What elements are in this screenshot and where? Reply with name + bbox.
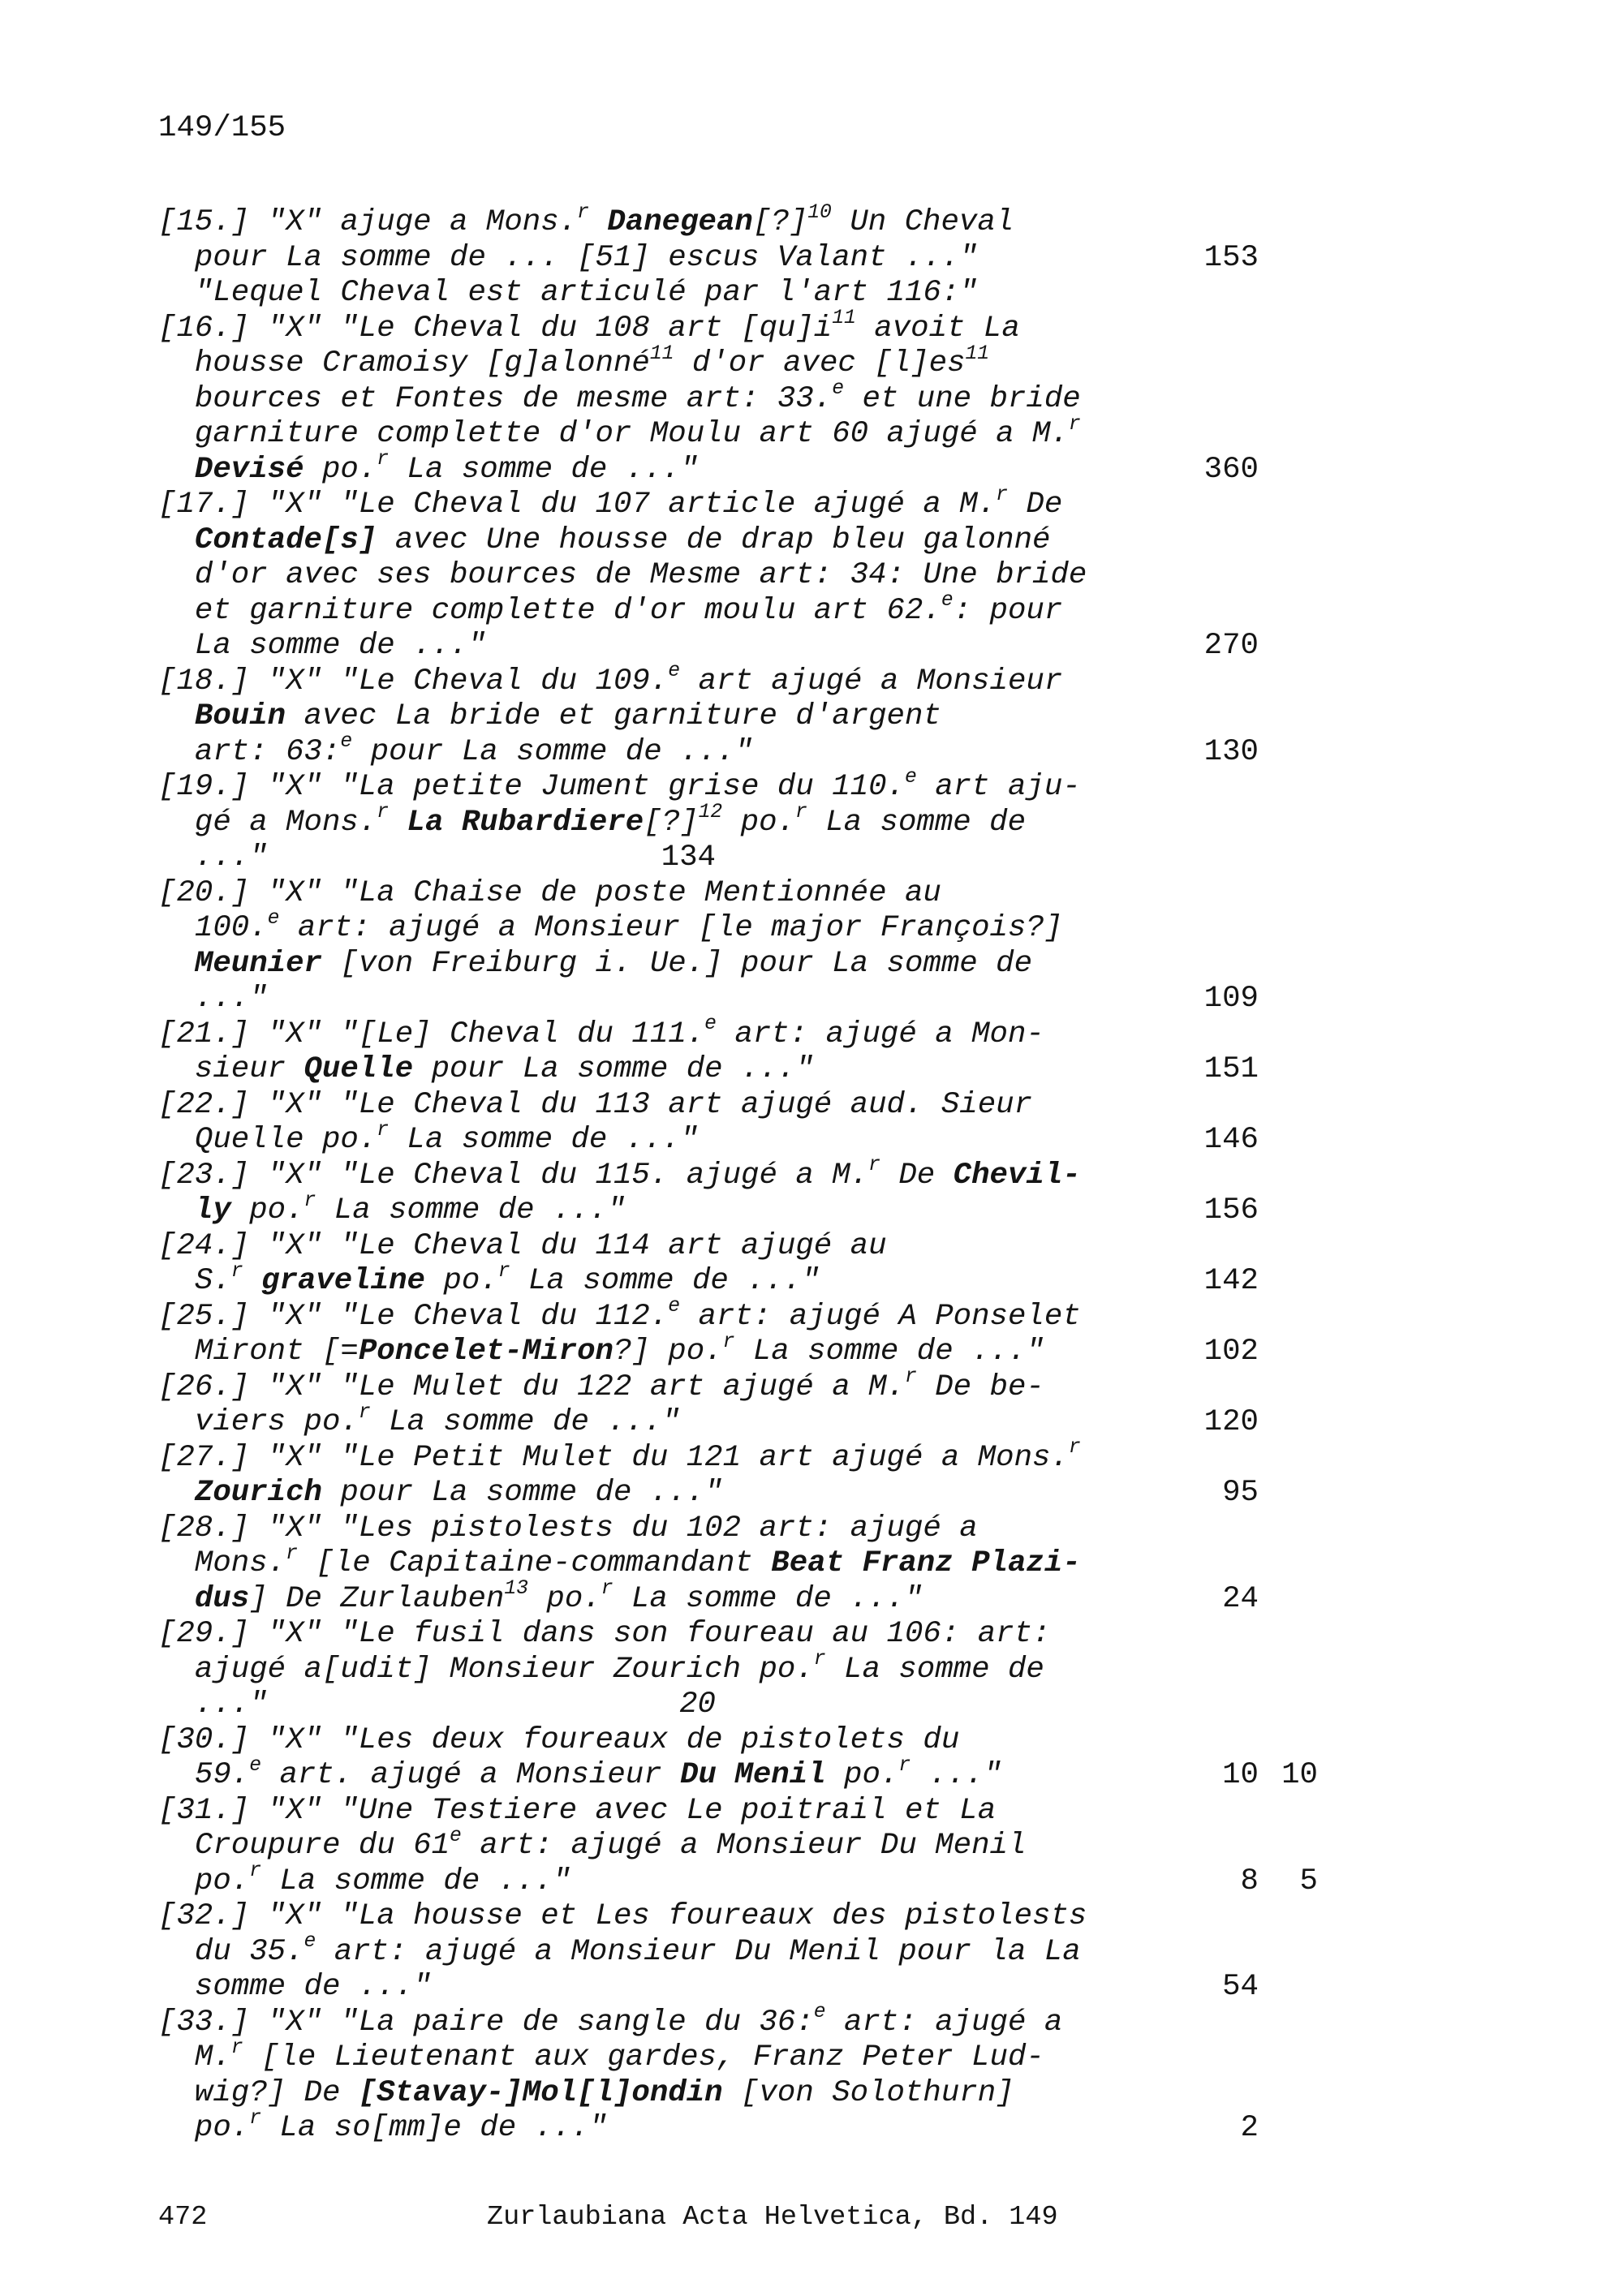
text-run (589, 205, 607, 239)
entry-continuation-line (158, 2076, 1318, 2112)
entry-continuation-line (158, 629, 1318, 664)
superscript: e (832, 377, 845, 401)
text-run: d'or avec ses bources de Mesme art: 34: Une bride (194, 558, 1087, 592)
text-run: art: ajugé a Mon- (716, 1017, 1044, 1051)
page-footer (0, 2199, 1623, 2235)
superscript: e (450, 1824, 462, 1847)
entry-continuation-line (158, 1577, 1318, 1618)
bold-name: Du Menil (680, 1758, 826, 1792)
auction-entry (158, 1723, 1318, 1794)
entry-continuation-line (158, 412, 1318, 453)
superscript: r (722, 1330, 735, 1353)
text-run: po. (825, 1758, 899, 1792)
superscript: e (813, 2001, 826, 2024)
entry-continuation-line (158, 523, 1318, 559)
superscript: r (1068, 1436, 1081, 1460)
text-run: [von Freiburg i. Ue.] pour La somme de (321, 946, 1033, 981)
entry-continuation-line (158, 982, 1318, 1017)
text-run: ..." (194, 1688, 268, 1722)
bold-name: Contade[s] (194, 522, 377, 557)
price-amount: 270 (1203, 629, 1259, 663)
bold-name: dus (194, 1581, 250, 1616)
entry-first-line (158, 1436, 1318, 1477)
price-amount: 130 (1203, 734, 1259, 769)
superscript: r (497, 1259, 510, 1283)
superscript: r (794, 801, 807, 824)
text-run: art: ajugé a Monsieur Du Menil pour la La (316, 1934, 1081, 1969)
price-amount-inline: 134 (661, 841, 716, 875)
text-run: La somme de ..." (370, 1405, 681, 1439)
entry-continuation-line (158, 276, 1318, 312)
text-run: pour La somme de ..." (352, 734, 753, 769)
entry-continuation-line (158, 1648, 1318, 1688)
text-run: [20.] "X" "La Chaise de poste Mentionnée au (158, 875, 941, 910)
auction-entry (158, 1013, 1318, 1088)
text-run: [25.] "X" "Le Cheval du 112. (158, 1299, 669, 1334)
price-amount: 2 (1240, 2111, 1259, 2145)
auction-entry (158, 1154, 1318, 1229)
entry-continuation-line (158, 1189, 1318, 1229)
entry-continuation-line (158, 1753, 1318, 1794)
text-run: art: ajugé a Monsieur Du Menil (461, 1829, 1027, 1863)
text-run: gé a Mons. (194, 805, 377, 840)
text-run: po. (722, 805, 795, 840)
superscript: r (249, 1860, 262, 1883)
superscript: r (230, 2036, 243, 2059)
entry-continuation-line (158, 1400, 1318, 1441)
auction-entry (158, 200, 1318, 312)
entry-continuation-line (158, 1052, 1318, 1088)
text-run: La somme de ..." (389, 1123, 699, 1157)
text-run: [22.] "X" "Le Cheval du 113 art ajugé aud. Sieur (158, 1087, 1033, 1122)
bold-name: Bouin (194, 699, 286, 733)
text-run: ?] po. (613, 1335, 723, 1369)
text-run: La somme de ..." (194, 629, 486, 663)
text-run: Un Cheval (831, 205, 1014, 239)
bold-name: Beat Franz Plazi- (771, 1546, 1081, 1580)
text-run: La somme de (807, 805, 1027, 840)
entry-first-line (158, 876, 1318, 912)
text-run: [15.] "X" ajuge a Mons. (158, 205, 578, 239)
entry-continuation-line (158, 377, 1318, 418)
text-run: [28.] "X" "Les pistolests du 102 art: ajugé a (158, 1511, 978, 1546)
price-amount-secondary: 5 (1299, 1864, 1318, 1898)
entry-first-line (158, 483, 1318, 523)
text-run: art: 63: (194, 734, 341, 769)
bold-name: Poncelet-Miron (358, 1335, 613, 1369)
entry-continuation-line (158, 1476, 1318, 1511)
text-run: [?] (644, 805, 699, 840)
text-run: La somme de ..." (389, 452, 699, 487)
text-run: pour La somme de ..." (321, 1476, 723, 1510)
superscript: r (813, 1648, 826, 1671)
price-amount: 102 (1203, 1335, 1259, 1369)
superscript: 11 (649, 342, 674, 365)
entry-first-line (158, 1154, 1318, 1194)
superscript: e (668, 1295, 681, 1318)
superscript: 12 (698, 801, 723, 824)
superscript: e (304, 1930, 316, 1954)
text-run: [31.] "X" "Une Testiere avec Le poitrail et La (158, 1793, 997, 1828)
price-amount: 54 (1222, 1970, 1259, 2004)
text-run: [19.] "X" "La petite Jument grise du 110. (158, 770, 905, 804)
text-run: La somme de ..." (261, 1864, 571, 1898)
text-run: wig?] De (194, 2075, 359, 2110)
text-run: art. ajugé a Monsieur (261, 1758, 681, 1792)
superscript: r (249, 2106, 262, 2130)
text-run: avec Une housse de drap bleu galonné (377, 522, 1051, 557)
superscript: 13 (504, 1577, 528, 1601)
text-run: [von Solothurn] (722, 2075, 1014, 2110)
superscript: 11 (965, 342, 990, 365)
text-run: et une bride (844, 381, 1081, 416)
text-run: : pour (953, 593, 1063, 628)
price-amount: 8 (1240, 1864, 1259, 1898)
price-amount: 24 (1222, 1581, 1259, 1616)
text-run: [21.] "X" "[Le] Cheval du 111. (158, 1017, 705, 1051)
entry-first-line (158, 1723, 1318, 1759)
text-run: [30.] "X" "Les deux foureaux de pistolets du (158, 1722, 960, 1757)
price-amount-inline: 20 (679, 1688, 716, 1722)
entry-first-line (158, 1794, 1318, 1829)
entry-first-line (158, 2001, 1318, 2041)
entry-continuation-line (158, 2036, 1318, 2076)
superscript: r (996, 483, 1008, 506)
page-number: 472 (158, 2202, 208, 2233)
text-run: La somme de ..." (613, 1581, 923, 1616)
text-run: pour La somme de ... [51] escus Valant ..." (194, 240, 978, 275)
text-run: po. (527, 1581, 601, 1616)
text-run: Quelle po. (194, 1123, 377, 1157)
entry-first-line (158, 1013, 1318, 1053)
text-run: somme de ..." (194, 1970, 432, 2004)
text-run: [18.] "X" "Le Cheval du 109. (158, 664, 669, 699)
entry-continuation-line (158, 801, 1318, 841)
entry-continuation-line (158, 1824, 1318, 1864)
text-run: [16.] "X" "Le Cheval du 108 art [qu]i (158, 311, 833, 346)
entry-first-line (158, 1295, 1318, 1335)
entry-continuation-line (158, 947, 1318, 982)
entry-continuation-line (158, 1970, 1318, 2006)
superscript: e (249, 1753, 262, 1777)
text-run: art: ajugé a (825, 2005, 1063, 2040)
auction-entry (158, 1229, 1318, 1300)
superscript: r (601, 1577, 613, 1601)
text-run: d'or avec [l]es (674, 346, 966, 381)
text-run: po. (424, 1264, 498, 1298)
bold-name: Chevil- (953, 1158, 1081, 1193)
text-run: viers po. (194, 1405, 359, 1439)
text-run: [29.] "X" "Le fusil dans son foureau au 106: art: (158, 1617, 1051, 1651)
superscript: r (1068, 412, 1081, 436)
price-amount: 360 (1203, 452, 1259, 487)
superscript: e (668, 660, 681, 683)
text-run: avec La bride et garniture d'argent (286, 699, 941, 733)
bold-name: Devisé (194, 452, 304, 487)
text-run: [17.] "X" "Le Cheval du 107 article ajugé a M. (158, 488, 997, 522)
bold-name: Meunier (194, 946, 322, 981)
superscript: r (304, 1189, 316, 1212)
entry-continuation-line (158, 730, 1318, 771)
entry-continuation-line (158, 699, 1318, 735)
superscript: r (377, 801, 390, 824)
entry-continuation-line (158, 1860, 1318, 1900)
text-run: [24.] "X" "Le Cheval du 114 art ajugé au (158, 1228, 887, 1263)
superscript: 11 (832, 307, 856, 330)
superscript: e (267, 906, 280, 930)
entry-continuation-line (158, 1930, 1318, 1971)
entry-first-line (158, 1229, 1318, 1265)
text-run: ..." (194, 841, 268, 875)
superscript: r (577, 200, 589, 224)
superscript: r (358, 1400, 371, 1424)
superscript: e (704, 1013, 717, 1036)
price-amount: 10 (1222, 1758, 1259, 1792)
text-run (243, 1264, 261, 1298)
text-run: [?] (752, 205, 808, 239)
text-run: [le Lieutenant aux gardes, Franz Peter Lud- (243, 2040, 1044, 2075)
price-amount: 156 (1203, 1193, 1259, 1228)
price-amount: 142 (1203, 1264, 1259, 1298)
text-run: bources et Fontes de mesme art: 33. (194, 381, 833, 416)
auction-entry (158, 1436, 1318, 1511)
text-run: Miront [= (194, 1335, 359, 1369)
entry-first-line (158, 765, 1318, 806)
journal-title: Zurlaubiana Acta Helvetica, Bd. 149 (487, 2202, 1058, 2233)
superscript: r (898, 1753, 911, 1777)
price-amount: 153 (1203, 240, 1259, 275)
bold-name: La Rubardiere (407, 805, 644, 840)
text-run: La somme de ..." (510, 1264, 820, 1298)
entry-continuation-line (158, 2106, 1318, 2147)
superscript: 10 (807, 200, 832, 224)
price-amount-secondary: 10 (1281, 1758, 1318, 1792)
entry-first-line (158, 1899, 1318, 1935)
auction-entry (158, 1295, 1318, 1370)
entry-continuation-line (158, 241, 1318, 277)
text-run: art: ajugé a Monsieur [le major François?] (279, 911, 1063, 945)
price-amount: 120 (1203, 1405, 1259, 1439)
auction-entry (158, 1899, 1318, 2006)
text-run: art ajugé a Monsieur (680, 664, 1063, 699)
price-amount: 151 (1203, 1052, 1259, 1086)
bold-name: Danegean (607, 205, 753, 239)
text-run: [33.] "X" "La paire de sangle du 36: (158, 2005, 814, 2040)
text-run: De (1007, 488, 1063, 522)
superscript: r (230, 1259, 243, 1283)
text-run: po. (230, 1193, 304, 1228)
entry-continuation-line (158, 906, 1318, 947)
text-run: La somme de ..." (734, 1335, 1044, 1369)
text-run: 59. (194, 1758, 250, 1792)
bold-name: Quelle (304, 1052, 414, 1086)
price-amount: 109 (1203, 982, 1259, 1016)
auction-entry (158, 2001, 1318, 2147)
auction-entry (158, 307, 1318, 488)
text-run: po. (304, 452, 377, 487)
text-run: [23.] "X" "Le Cheval du 115. ajugé a M. (158, 1158, 869, 1193)
auction-entries-list (158, 200, 1318, 2147)
entry-first-line (158, 1088, 1318, 1124)
entry-first-line (158, 200, 1318, 241)
auction-entry (158, 660, 1318, 771)
entry-first-line (158, 307, 1318, 347)
superscript: r (377, 1118, 390, 1142)
entry-first-line (158, 1617, 1318, 1653)
text-run: Mons. (194, 1546, 286, 1580)
text-run: La somme de ..." (316, 1193, 626, 1228)
text-run: Croupure du 61 (194, 1829, 450, 1863)
auction-entry (158, 876, 1318, 1017)
text-run: De be- (916, 1369, 1044, 1404)
text-run: du 35. (194, 1934, 304, 1969)
auction-entry (158, 1511, 1318, 1618)
entry-continuation-line (158, 841, 1318, 876)
entry-continuation-line (158, 1118, 1318, 1159)
entry-continuation-line (158, 342, 1318, 382)
text-run: sieur (194, 1052, 304, 1086)
text-run: 100. (194, 911, 268, 945)
text-run: avoit La (855, 311, 1020, 346)
auction-entry (158, 1617, 1318, 1723)
text-run: [32.] "X" "La housse et Les foureaux des pistolests (158, 1899, 1087, 1933)
text-run: ..." (194, 982, 268, 1016)
entry-continuation-line (158, 448, 1318, 488)
price-amount: 146 (1203, 1123, 1259, 1157)
entry-continuation-line (158, 589, 1318, 630)
text-run: garniture complette d'or Moulu art 60 ajugé a M. (194, 417, 1069, 451)
entry-continuation-line (158, 1259, 1318, 1300)
auction-entry (158, 483, 1318, 664)
superscript: e (904, 765, 917, 789)
text-run: "Lequel Cheval est articulé par l'art 116:" (194, 276, 978, 310)
price-amount: 95 (1222, 1476, 1259, 1510)
text-run: De (880, 1158, 954, 1193)
text-run: [27.] "X" "Le Petit Mulet du 121 art ajugé a Mons. (158, 1440, 1069, 1475)
auction-entry (158, 1088, 1318, 1159)
text-run: [le Capitaine-commandant (297, 1546, 772, 1580)
entry-continuation-line (158, 558, 1318, 594)
superscript: r (904, 1365, 917, 1389)
text-run: [26.] "X" "Le Mulet du 122 art ajugé a M. (158, 1369, 905, 1404)
text-run: La so[mm]e de ..." (261, 2111, 608, 2145)
auction-entry (158, 1794, 1318, 1900)
text-run: ..." (911, 1758, 1002, 1792)
superscript: e (340, 730, 353, 754)
text-run: po. (194, 2111, 250, 2145)
entry-first-line (158, 1511, 1318, 1547)
text-run: art aju- (916, 770, 1081, 804)
superscript: r (868, 1154, 880, 1177)
text-run: ajugé a[udit] Monsieur Zourich po. (194, 1652, 814, 1687)
text-run: pour La somme de ..." (413, 1052, 814, 1086)
entry-continuation-line (158, 1541, 1318, 1582)
bold-name: [Stavay-]Mol[l]ondin (358, 2075, 723, 2110)
text-run: S. (194, 1264, 231, 1298)
text-run: et garniture complette d'or moulu art 62. (194, 593, 941, 628)
page-range-header: 149/155 (158, 111, 286, 145)
bold-name: ly (194, 1193, 231, 1228)
entry-first-line (158, 1365, 1318, 1406)
auction-entry (158, 1365, 1318, 1441)
superscript: r (377, 448, 390, 471)
text-run: po. (194, 1864, 250, 1898)
text-run (389, 806, 407, 840)
entry-continuation-line (158, 1330, 1318, 1370)
text-run: M. (194, 2040, 231, 2075)
text-run: La somme de (825, 1652, 1044, 1687)
text-run: housse Cramoisy [g]alonné (194, 346, 650, 381)
auction-entry (158, 765, 1318, 876)
bold-name: graveline (261, 1264, 425, 1298)
text-run: ] De Zurlauben (249, 1581, 505, 1616)
text-run: art: ajugé A Ponselet (680, 1299, 1081, 1334)
entry-first-line (158, 660, 1318, 700)
superscript: r (286, 1541, 298, 1565)
superscript: e (941, 589, 954, 613)
entry-continuation-line (158, 1688, 1318, 1723)
bold-name: Zourich (194, 1476, 322, 1510)
